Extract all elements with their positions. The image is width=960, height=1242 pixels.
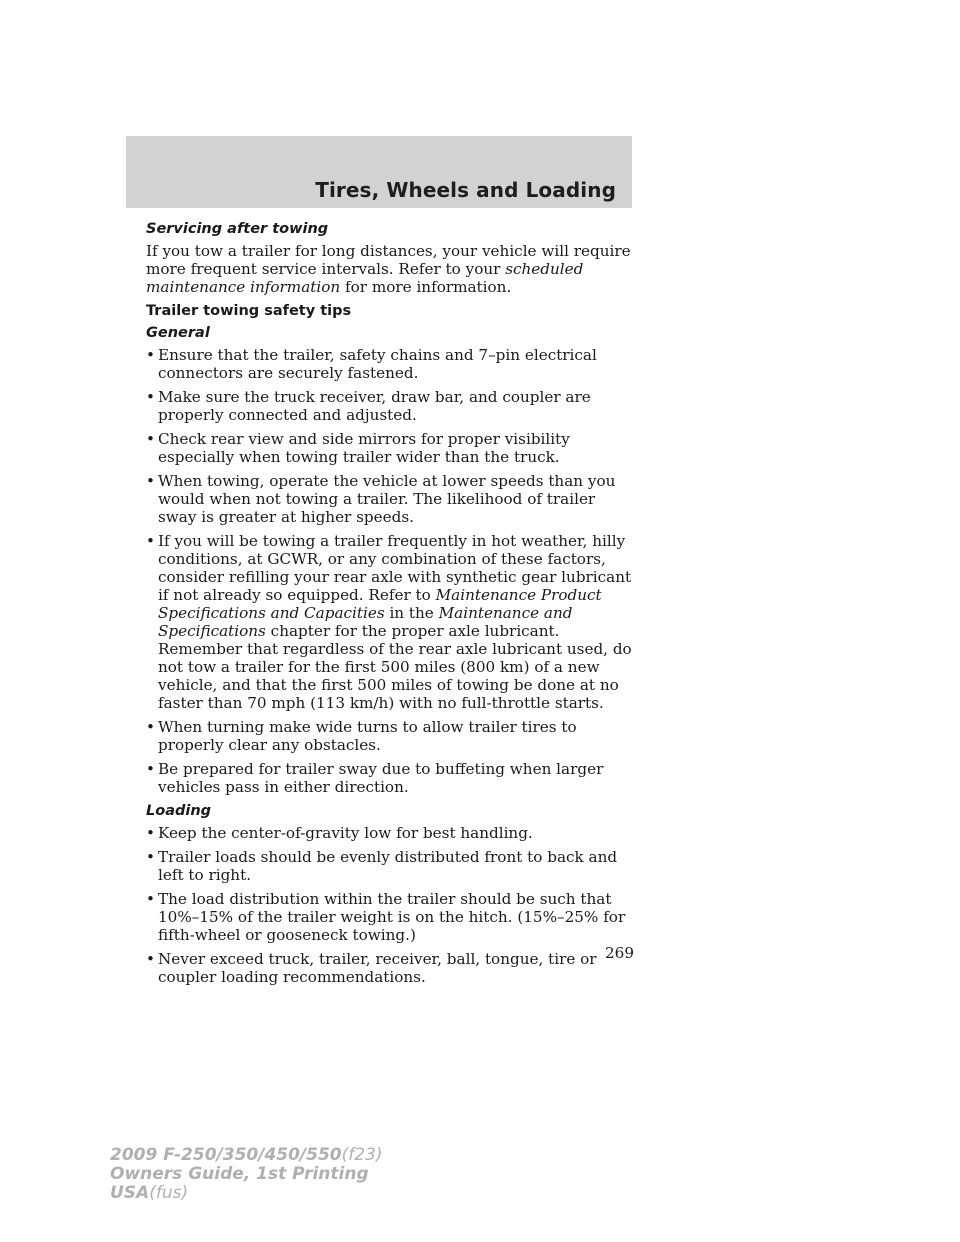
safety-tips-heading: Trailer towing safety tips	[146, 303, 352, 319]
footer-line-model: 2009 F-250/350/450/550(f23)	[110, 1145, 383, 1165]
scheduled-maintenance-ref: scheduled maintenance information	[146, 260, 584, 296]
bullet-icon: •	[146, 430, 155, 448]
general-heading: General	[146, 325, 210, 341]
loading-list	[146, 824, 636, 986]
list-item: • Never exceed truck, trailer, receiver, ball, tongue, tire or coupler loading recommendations.	[146, 950, 597, 986]
bullet-icon: •	[146, 718, 155, 736]
footer-line-market: USA(fus)	[110, 1183, 189, 1203]
servicing-text-end: for more information.	[340, 278, 512, 296]
servicing-heading: Servicing after towing	[146, 221, 329, 237]
bullet-icon: •	[146, 848, 155, 866]
bullet-icon: •	[146, 890, 155, 908]
list-item-hot-weather: • If you will be towing a trailer frequently in hot weather, hilly conditions, at GCWR, or any combination of these factors, consider refilling your rear axle with synthetic gear lubricant if not already so equipped. Refer to Maintenance Product Specifications and Capacities in the Maintenance and Specifications chapter for the proper axle lubricant. Remember that regardless of the rear axle lubricant used, do not tow a trailer for the first 500 miles (800 km) of a new vehicle, and that the first 500 miles of towing be done at no faster than 70 mph (113 km/h) with no full-throttle starts.	[146, 532, 632, 712]
bullet-icon: •	[146, 950, 155, 968]
bullet-icon: •	[146, 532, 155, 550]
list-item: • Make sure the truck receiver, draw bar, and coupler are properly connected and adjusted.	[146, 388, 591, 424]
footer-line-printing: Owners Guide, 1st Printing	[110, 1164, 369, 1184]
list-item: • Be prepared for trailer sway due to buffeting when larger vehicles pass in either direction.	[146, 760, 604, 796]
bullet-icon: •	[146, 824, 155, 842]
bullet-icon: •	[146, 346, 155, 364]
list-item: • Check rear view and side mirrors for proper visibility especially when towing trailer wider than the truck.	[146, 430, 570, 466]
list-item: • Trailer loads should be evenly distributed front to back and left to right.	[146, 848, 618, 884]
servicing-paragraph	[146, 242, 636, 296]
page-number: 269	[605, 944, 634, 962]
general-list	[146, 346, 636, 796]
list-item: • When turning make wide turns to allow trailer tires to properly clear any obstacles.	[146, 718, 577, 754]
list-item: • Ensure that the trailer, safety chains and 7–pin electrical connectors are securely fastened.	[146, 346, 597, 382]
section-title: Tires, Wheels and Loading	[315, 178, 616, 202]
document-footer	[110, 1146, 383, 1203]
section-header-bar	[126, 136, 632, 208]
bullet-icon: •	[146, 760, 155, 778]
bullet-icon: •	[146, 472, 155, 490]
bullet-icon: •	[146, 388, 155, 406]
loading-heading: Loading	[146, 803, 212, 819]
list-item: • When towing, operate the vehicle at lower speeds than you would when not towing a trailer. The likelihood of trailer sway is greater at higher speeds.	[146, 472, 616, 526]
list-item: • Keep the center-of-gravity low for best handling.	[146, 824, 533, 842]
maintenance-specs-chapter-ref: Maintenance and Specifications	[158, 604, 573, 640]
maintenance-product-specs-ref: Maintenance Product Specifications and Capacities	[158, 586, 602, 622]
servicing-text: If you tow a trailer for long distances, your vehicle will require more frequent service intervals. Refer to your	[146, 242, 631, 278]
page-content	[146, 220, 636, 992]
list-item: • The load distribution within the trailer should be such that 10%–15% of the trailer weight is on the hitch. (15%–25% for fifth-wheel or gooseneck towing.)	[146, 890, 626, 944]
